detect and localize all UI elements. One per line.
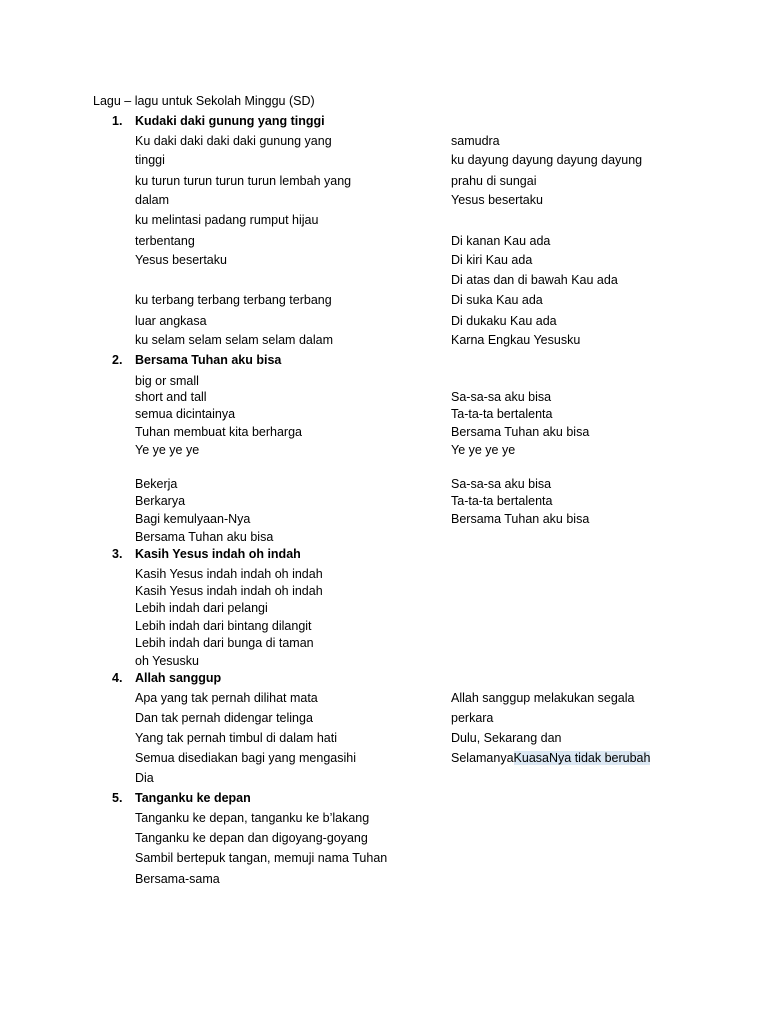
lyric-line: Bersama Tuhan aku bisa <box>451 425 590 439</box>
lyric-line: Bagi kemulyaan-Nya <box>135 512 251 526</box>
lyric-line: dalam <box>135 193 170 207</box>
lyric-line: oh Yesusku <box>135 654 199 668</box>
song-title: Kudaki daki gunung yang tinggi <box>135 114 325 128</box>
song-title: Bersama Tuhan aku bisa <box>135 353 282 367</box>
lyric-line: perkara <box>451 711 494 725</box>
lyric-line: Bekerja <box>135 477 178 491</box>
song-title: Tanganku ke depan <box>135 791 251 805</box>
lyric-line: Dan tak pernah didengar telinga <box>135 711 313 725</box>
lyric-line: Bersama Tuhan aku bisa <box>135 530 274 544</box>
lyric-line: samudra <box>451 134 500 148</box>
lyric-line: Kasih Yesus indah indah oh indah <box>135 567 323 581</box>
lyric-line: semua dicintainya <box>135 407 236 421</box>
song-number: 5. <box>112 791 123 805</box>
lyric-line: Allah sanggup melakukan segala <box>451 691 635 705</box>
lyric-line: Di atas dan di bawah Kau ada <box>451 273 618 287</box>
lyric-line: Berkarya <box>135 494 186 508</box>
lyric-line: short and tall <box>135 390 207 404</box>
song-number: 2. <box>112 353 123 367</box>
lyric-line: Ye ye ye ye <box>451 443 516 457</box>
document-title: Lagu – lagu untuk Sekolah Minggu (SD) <box>93 94 315 108</box>
lyric-line: ku terbang terbang terbang terbang <box>135 293 332 307</box>
lyric-line: Ta-ta-ta bertalenta <box>451 407 553 421</box>
lyric-line: prahu di sungai <box>451 174 537 188</box>
lyric-line: tinggi <box>135 153 165 167</box>
lyric-line: Ku daki daki daki daki gunung yang <box>135 134 332 148</box>
lyric-line: Di dukaku Kau ada <box>451 314 557 328</box>
lyric-line: Di suka Kau ada <box>451 293 543 307</box>
lyric-line: Yesus besertaku <box>451 193 543 207</box>
lyric-line: terbentang <box>135 234 195 248</box>
lyric-line: Di kiri Kau ada <box>451 253 533 267</box>
lyric-line: Yesus besertaku <box>135 253 227 267</box>
lyric-line: Apa yang tak pernah dilihat mata <box>135 691 318 705</box>
lyric-line: Sa-sa-sa aku bisa <box>451 477 552 491</box>
song-title: Kasih Yesus indah oh indah <box>135 547 301 561</box>
lyric-line: Ye ye ye ye <box>135 443 200 457</box>
lyric-line: ku dayung dayung dayung dayung <box>451 153 643 167</box>
lyric-line: Semua disediakan bagi yang mengasihi <box>135 751 356 765</box>
lyric-line: Lebih indah dari pelangi <box>135 601 268 615</box>
lyric-line: big or small <box>135 374 199 388</box>
lyric-line: Yang tak pernah timbul di dalam hati <box>135 731 337 745</box>
lyric-line: Sa-sa-sa aku bisa <box>451 390 552 404</box>
song-number: 3. <box>112 547 123 561</box>
lyric-line: ku turun turun turun turun lembah yang <box>135 174 352 188</box>
lyric-line: Tuhan membuat kita berharga <box>135 425 302 439</box>
lyric-line: Bersama-sama <box>135 872 220 886</box>
lyric-line: Kasih Yesus indah indah oh indah <box>135 584 323 598</box>
lyric-line: ku selam selam selam selam dalam <box>135 333 333 347</box>
highlighted-text: KuasaNya tidak berubah <box>513 751 651 765</box>
lyric-text: Selamanya <box>451 751 514 765</box>
lyric-line: luar angkasa <box>135 314 207 328</box>
song-number: 1. <box>112 114 123 128</box>
lyric-line: Dia <box>135 771 154 785</box>
lyric-line: Tanganku ke depan, tanganku ke b’lakang <box>135 811 370 825</box>
lyric-line: Karna Engkau Yesusku <box>451 333 581 347</box>
lyric-line: Sambil bertepuk tangan, memuji nama Tuhan <box>135 851 388 865</box>
lyric-line: ku melintasi padang rumput hijau <box>135 213 319 227</box>
lyric-line: Ta-ta-ta bertalenta <box>451 494 553 508</box>
lyric-line: Lebih indah dari bunga di taman <box>135 636 314 650</box>
lyric-line: Dulu, Sekarang dan <box>451 731 562 745</box>
lyric-line: Tanganku ke depan dan digoyang-goyang <box>135 831 368 845</box>
lyric-line-highlighted <box>451 751 650 766</box>
lyric-line: Di kanan Kau ada <box>451 234 551 248</box>
lyric-line: Bersama Tuhan aku bisa <box>451 512 590 526</box>
song-number: 4. <box>112 671 123 685</box>
song-title: Allah sanggup <box>135 671 222 685</box>
lyric-line: Lebih indah dari bintang dilangit <box>135 619 312 633</box>
